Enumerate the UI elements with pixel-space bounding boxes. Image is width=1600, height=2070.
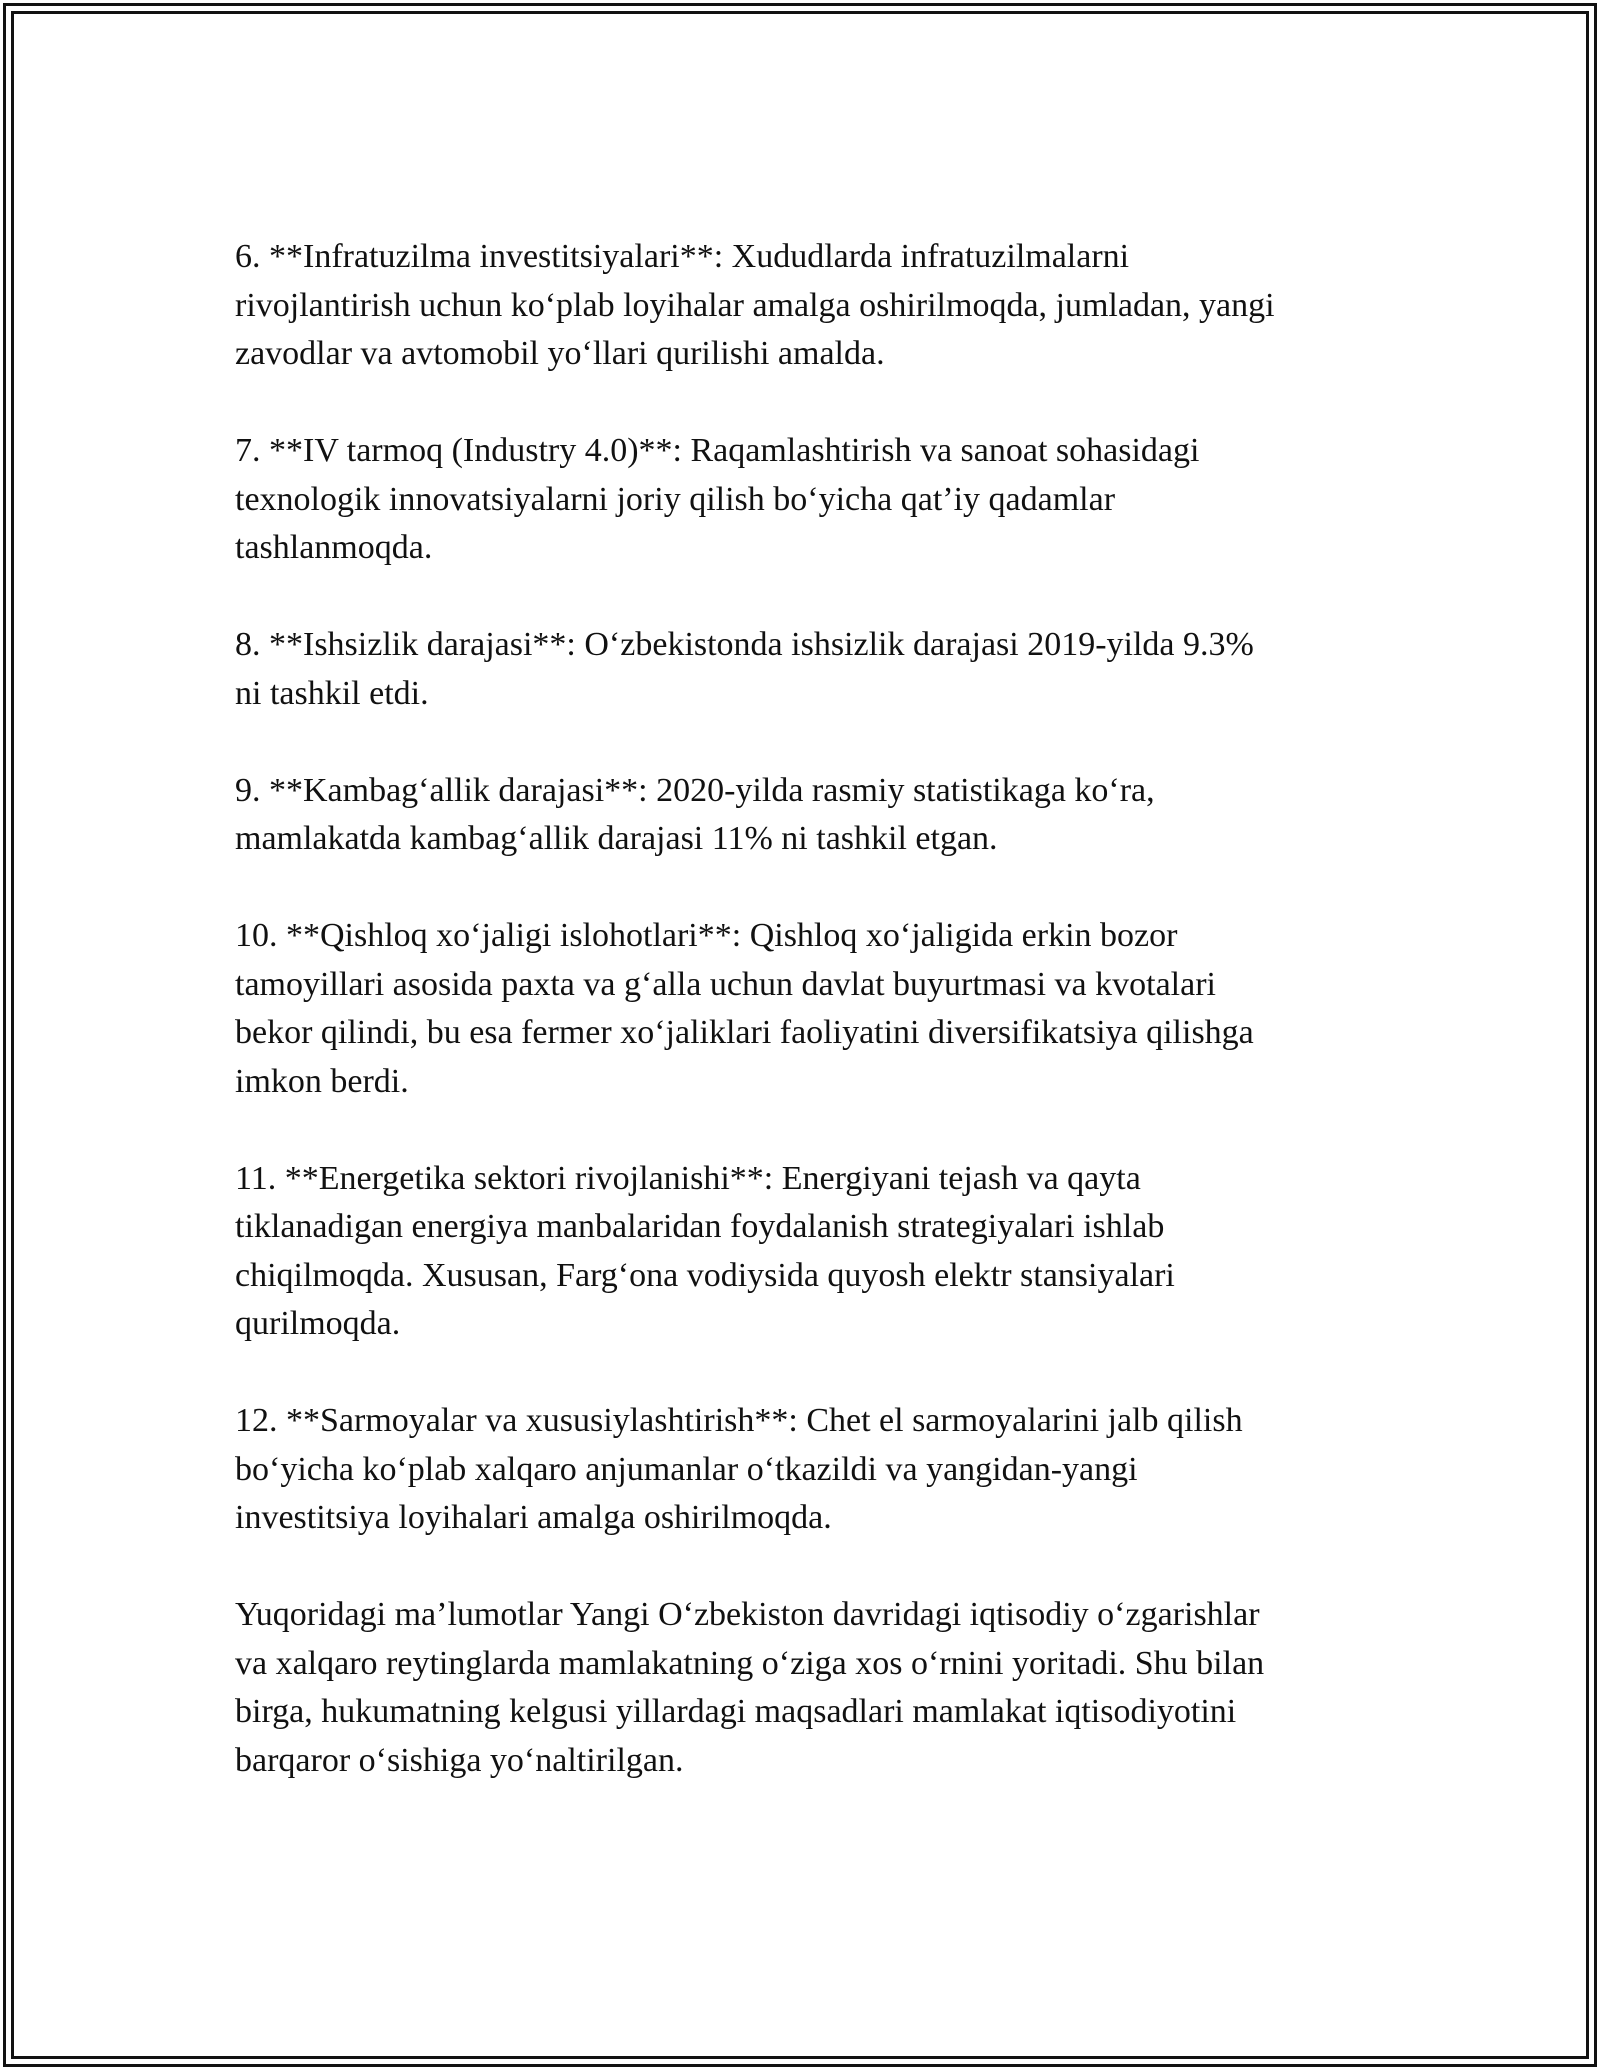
text-line: zavodlar va avtomobil yo‘llari qurilishi amalda.	[235, 335, 885, 372]
paragraph-energy-sector	[235, 1155, 1375, 1349]
text-line: bo‘yicha ko‘plab xalqaro anjumanlar o‘tkazildi va yangidan-yangi	[235, 1450, 1138, 1488]
text-line: 8. **Ishsizlik darajasi**: O‘zbekistonda ishsizlik darajasi 2019-yilda 9.3%	[235, 626, 1254, 663]
text-line: birga, hukumatning kelgusi yillardagi maqsadlari mamlakat iqtisodiyotini	[235, 1693, 1237, 1730]
paragraph-infrastructure-investments	[235, 233, 1375, 379]
text-line: 7. **IV tarmoq (Industry 4.0)**: Raqamlashtirish va sanoat sohasidagi	[235, 432, 1200, 469]
text-line: va xalqaro reytinglarda mamlakatning o‘ziga xos o‘rnini yoritadi. Shu bilan	[235, 1644, 1265, 1682]
text-line: investitsiya loyihalari amalga oshirilmoqda.	[235, 1499, 832, 1536]
text-line: 12. **Sarmoyalar va xususiylashtirish**: Chet el sarmoyalarini jalb qilish	[235, 1402, 1243, 1439]
paragraph-unemployment-rate	[235, 621, 1375, 718]
text-line: 6. **Infratuzilma investitsiyalari**: Xududlarda infratuzilmalarni	[235, 238, 1130, 275]
paragraph-conclusion	[235, 1591, 1375, 1785]
text-line: chiqilmoqda. Xususan, Farg‘ona vodiysida quyosh elektr stansiyalari	[235, 1256, 1175, 1294]
text-line: tashlanmoqda.	[235, 529, 433, 566]
text-line: imkon berdi.	[235, 1062, 409, 1100]
text-line: qurilmoqda.	[235, 1305, 401, 1342]
paragraph-agriculture-reforms	[235, 912, 1375, 1106]
text-line: tamoyillari asosida paxta va g‘alla uchun davlat buyurtmasi va kvotalari	[235, 965, 1216, 1003]
text-line: rivojlantirish uchun ko‘plab loyihalar amalga oshirilmoqda, jumladan, yangi	[235, 286, 1275, 324]
text-line: Yuqoridagi ma’lumotlar Yangi O‘zbekiston davridagi iqtisodiy o‘zgarishlar	[235, 1596, 1260, 1633]
paragraph-poverty-rate	[235, 767, 1375, 864]
text-line: 10. **Qishloq xo‘jaligi islohotlari**: Qishloq xo‘jaligida erkin bozor	[235, 917, 1178, 954]
text-line: texnologik innovatsiyalarni joriy qilish bo‘yicha qat’iy qadamlar	[235, 480, 1116, 518]
paragraph-investments-privatization	[235, 1397, 1375, 1543]
text-line: barqaror o‘sishiga yo‘naltirilgan.	[235, 1741, 684, 1779]
text-line: ni tashkil etdi.	[235, 674, 429, 712]
text-line: mamlakatda kambag‘allik darajasi 11% ni tashkil etgan.	[235, 820, 998, 857]
text-line: 9. **Kambag‘allik darajasi**: 2020-yilda rasmiy statistikaga ko‘ra,	[235, 771, 1155, 809]
text-line: bekor qilindi, bu esa fermer xo‘jaliklari faoliyatini diversifikatsiya qilishga	[235, 1014, 1254, 1051]
text-line: tiklanadigan energiya manbalaridan foydalanish strategiyalari ishlab	[235, 1208, 1165, 1245]
paragraph-industry-4	[235, 427, 1375, 573]
document-body	[235, 233, 1375, 1834]
text-line: 11. **Energetika sektori rivojlanishi**: Energiyani tejash va qayta	[235, 1159, 1141, 1197]
